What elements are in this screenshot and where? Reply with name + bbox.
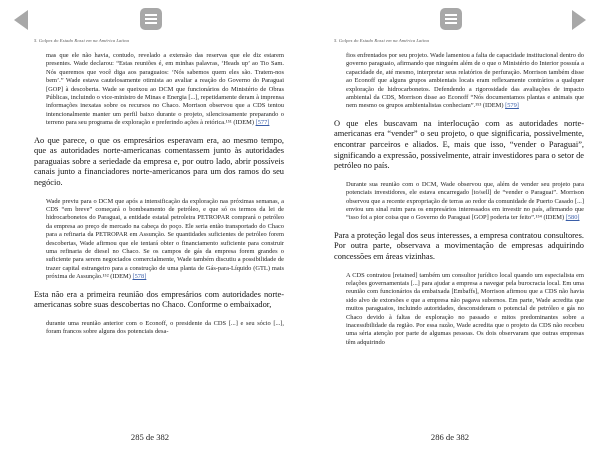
block-quote: Wade previu para o DCM que após a intensificação da exploração nas próximas semanas, a CDS “em breve” começará o bombeamento de petróleo, e que só os termos da lei de hidrocarbonetos do Paraguai, a entidade estatal petroleira PETROPAR comprará o petróleo da empresa ao preço de mercado na cabeça do poço. Ele seria então transportado do Chaco para a refinaria da PETROPAR em Assunção. Se quantidades suficientes de petróleo forem descobertas, Wade afirmou que ele tentará obter o financiamento suficiente para construir uma refinaria de diesel no Chaco. Se os campos de gás da empresa forem grandes o suficiente para serem negociados comercialmente, Wade também discutiu a possibilidade de trazer capital estrangeiro para a construção de uma planta de Gás-para-Líquido (GTL) mais próxima de Assunção.¹⁵² (IDEM) [578] [46,197,284,281]
right-nav-bar [300,8,600,34]
footnote-link[interactable]: [579] [505,102,519,110]
running-head: 5. Golpes do Estado Rossi em na América Latina [34,38,129,43]
body-paragraph: Para a proteção legal dos seus interesses, a empresa contratou consultores. Por outra parte, observava a movimentação de empresas adquirindo concessões em áreas vizinhas. [334,230,584,262]
block-quote: Durante sua reunião com o DCM, Wade observou que, além de vender seu projeto para potenciais investidores, ele estava encarregado [to/sell] de “vender o Paraguai”. Morrison observou que a recente expropriação de terras ao redor da comunidade de Puerto Casado [...] enviou um sinal ruim para os empresários interessados em investir no país, afirmando que “isso foi a pior coisa que o Governo do Paraguai [GOP] poderia ter feito”.¹⁵⁴ (IDEM) [580] [346,180,584,222]
next-page-icon[interactable] [572,10,586,30]
menu-icon[interactable] [440,8,462,30]
block-quote: mas que ele não havia, contudo, revelado a extensão das reservas que ele diz estarem presentes. Wade declarou: “Estas reuniões é, em minhas palavras, ‘Heads up’ ao Tio Sam. Nós queremos que você diga aos paraguaios: ‘Nós sabemos quem eles são. Tratem-nos bem’.” Wade estava cautelosamente otimista ao avaliar a reação do Governo do Paraguai [GOP] à descoberta. Wade se queixou ao DCM que funcionários do Ministério de Obras Públicas, incluindo o vice-ministro de Minas e Energia [...], repetidamente deram à imprensa informações inexatas sobre os recursos no Chaco. Morrison observou que a CDS tentou intencionalmente manter um perfil baixo durante o projeto, silenciosamente preparando o terreno para seu programa de exploração e preferindo ações à retórica.¹⁵¹ (IDEM) [577] [46,52,284,127]
menu-icon[interactable] [140,8,162,30]
footnote-link[interactable]: [577] [255,119,270,127]
page-number: 285 de 382 [130,432,170,442]
footnote-link[interactable]: [580] [565,214,580,222]
left-nav-bar [0,8,300,34]
page-number: 286 de 382 [430,432,470,442]
left-page-content [34,52,284,345]
footnote-link[interactable]: [578] [132,273,147,281]
body-paragraph: Esta não era a primeira reunião dos empresários com autoridades norte-americanas sobre suas descobertas no Chaco. Conforme o embaixador, [34,289,284,310]
block-quote: durante uma reunião anterior com o Econoff, o presidente da CDS [...] e seu sócio [...], foram francos sobre alguns dos potenciais desa- [46,319,284,336]
running-head: 5. Golpes do Estado Rossi em na América Latina [334,38,429,43]
body-paragraph: Ao que parece, o que os empresários esperavam era, ao mesmo tempo, que as autoridades norte-americanas comentassem junto às autoridades paraguaias sobre a seriedade da empresa e, por outro lado, abrir possíveis canais junto a financiadores norte-americanos para um dos ramos do seu negócio. [34,135,284,188]
right-page-content [334,52,584,355]
block-quote: fios enfrentados por seu projeto. Wade lamentou a falta de capacidade institucional dentro do governo paraguaio, afirmando que ninguém além de o que o Ministério do Interior possuía a capacidade de, até mesmo, interpretar seus relatórios de perfuração. Morrison também disse ao Econoff que alguns grupos ambientais locais eram reflexamente contrários a qualquer exploração de hidrocarbonetos. Defendendo a rigorosidade das avaliações de impacto ambiental da CDS, Morrison disse ao Econoff “Nós documentamos plantas e animais que nem mesmo os grupos ambientalistas conheciam”.¹⁵³ (IDEM) [579] [346,52,584,110]
block-quote: A CDS contratou [retained] também um consultor jurídico local quando um especialista em relações governamentais [...] para ajudar a empresa a navegar pela burocracia local. Em uma reunião com funcionários da embaixada [Embaffs], Morrison afirmou que a CDS não havia sido alvo de extorsões e que a empresa não pagava subornos. Em parte, Wade acredita que muitos paraguaios, incluindo autoridades, desconsideram o potencial de petróleo e gás no Chaco devido à faltas de exploração no passado e mitos predominantes sobre a inacessibilidade da região. Por essa razão, Wade acredita que o projeto da CDS não recebeu uma séria atenção por parte de algumas pessoas. Os dois observaram que outras empresas têm adquirindo [346,271,584,346]
previous-page-icon[interactable] [14,10,28,30]
body-paragraph: O que eles buscavam na interlocução com as autoridades norte-americanas era “vender” o seu projeto, o que significaria, possivelmente, encontrar parceiros e aliados. E, mais que isso, “vender o Paraguai”, significando a expressão, possivelmente, atrair investidores para o setor de petróleo no país. [334,118,585,171]
right-page [300,0,600,450]
